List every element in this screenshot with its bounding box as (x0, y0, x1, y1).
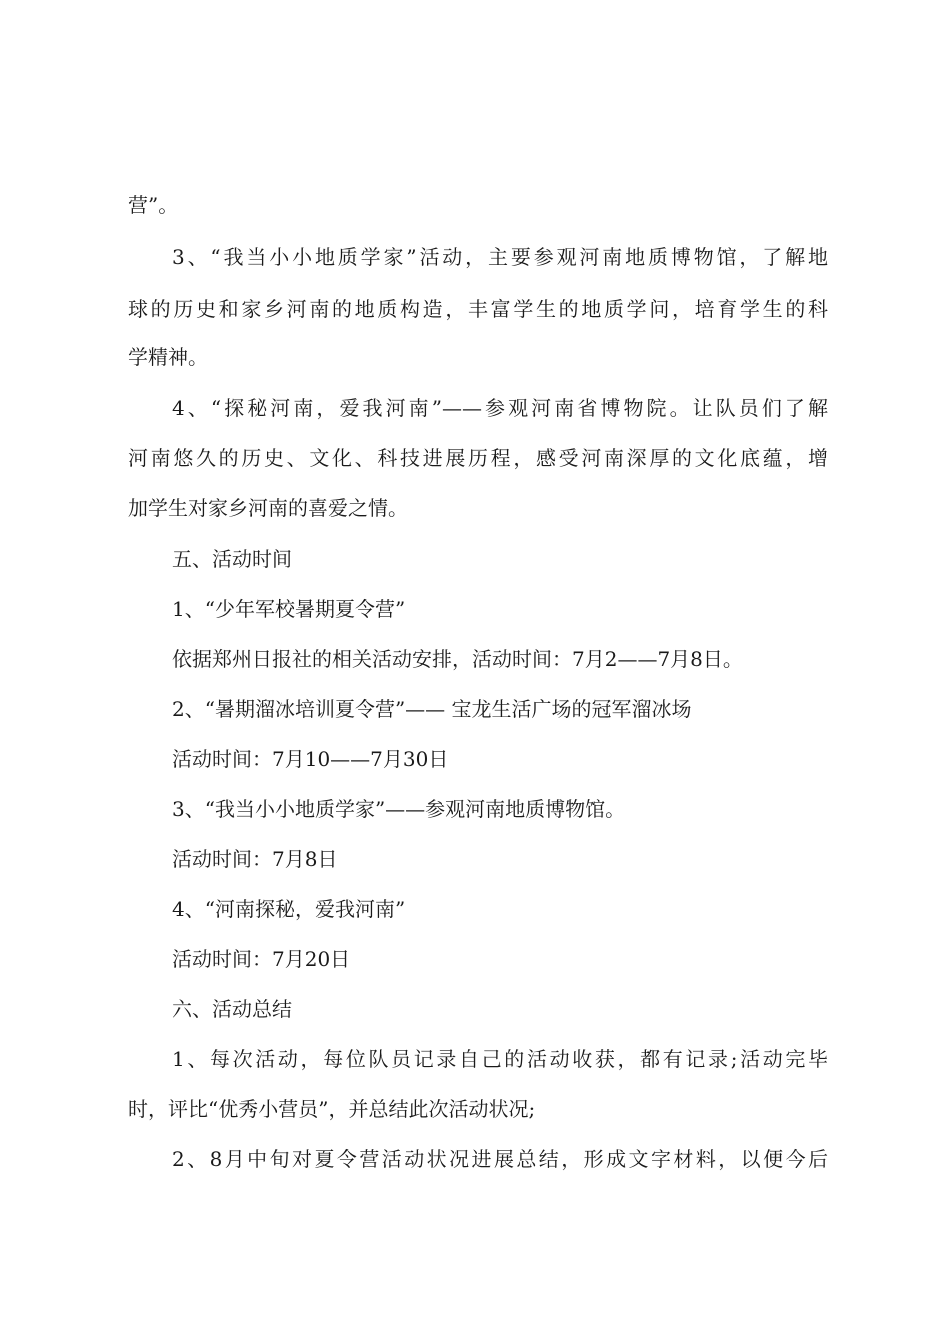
text-line: 活动时间：7月10——7月30日 (172, 747, 449, 771)
text-line: 加学生对家乡河南的喜爱之情。 (128, 496, 408, 520)
text-line: 3、“我当小小地质学家”——参观河南地质博物馆。 (172, 797, 626, 821)
text-line: 营”。 (128, 193, 179, 217)
text-line: 3、“我当小小地质学家”活动，主要参观河南地质博物馆，了解地 (172, 245, 828, 269)
text-line: 时，评比“优秀小营员”，并总结此次活动状况; (128, 1097, 536, 1121)
section-heading: 五、活动时间 (172, 547, 292, 571)
text-line: 学精神。 (128, 345, 208, 369)
text-line: 1、每次活动，每位队员记录自己的活动收获，都有记录;活动完毕 (172, 1047, 828, 1071)
text-line: 4、“河南探秘，爱我河南” (172, 897, 406, 921)
text-line: 球的历史和家乡河南的地质构造，丰富学生的地质学问，培育学生的科 (128, 297, 828, 321)
section-heading: 六、活动总结 (172, 997, 292, 1021)
text-line: 依据郑州日报社的相关活动安排，活动时间：7月2——7月8日。 (172, 647, 743, 671)
text-line: 4、“探秘河南，爱我河南”——参观河南省博物院。让队员们了解 (172, 396, 828, 420)
text-line: 活动时间：7月20日 (172, 947, 351, 971)
text-line: 河南悠久的历史、文化、科技进展历程，感受河南深厚的文化底蕴，增 (128, 446, 828, 470)
text-line: 2、“暑期溜冰培训夏令营”—— 宝龙生活广场的冠军溜冰场 (172, 697, 692, 721)
text-line: 活动时间：7月8日 (172, 847, 338, 871)
text-line: 1、“少年军校暑期夏令营” (172, 597, 406, 621)
text-line: 2、8月中旬对夏令营活动状况进展总结，形成文字材料，以便今后 (172, 1147, 828, 1171)
